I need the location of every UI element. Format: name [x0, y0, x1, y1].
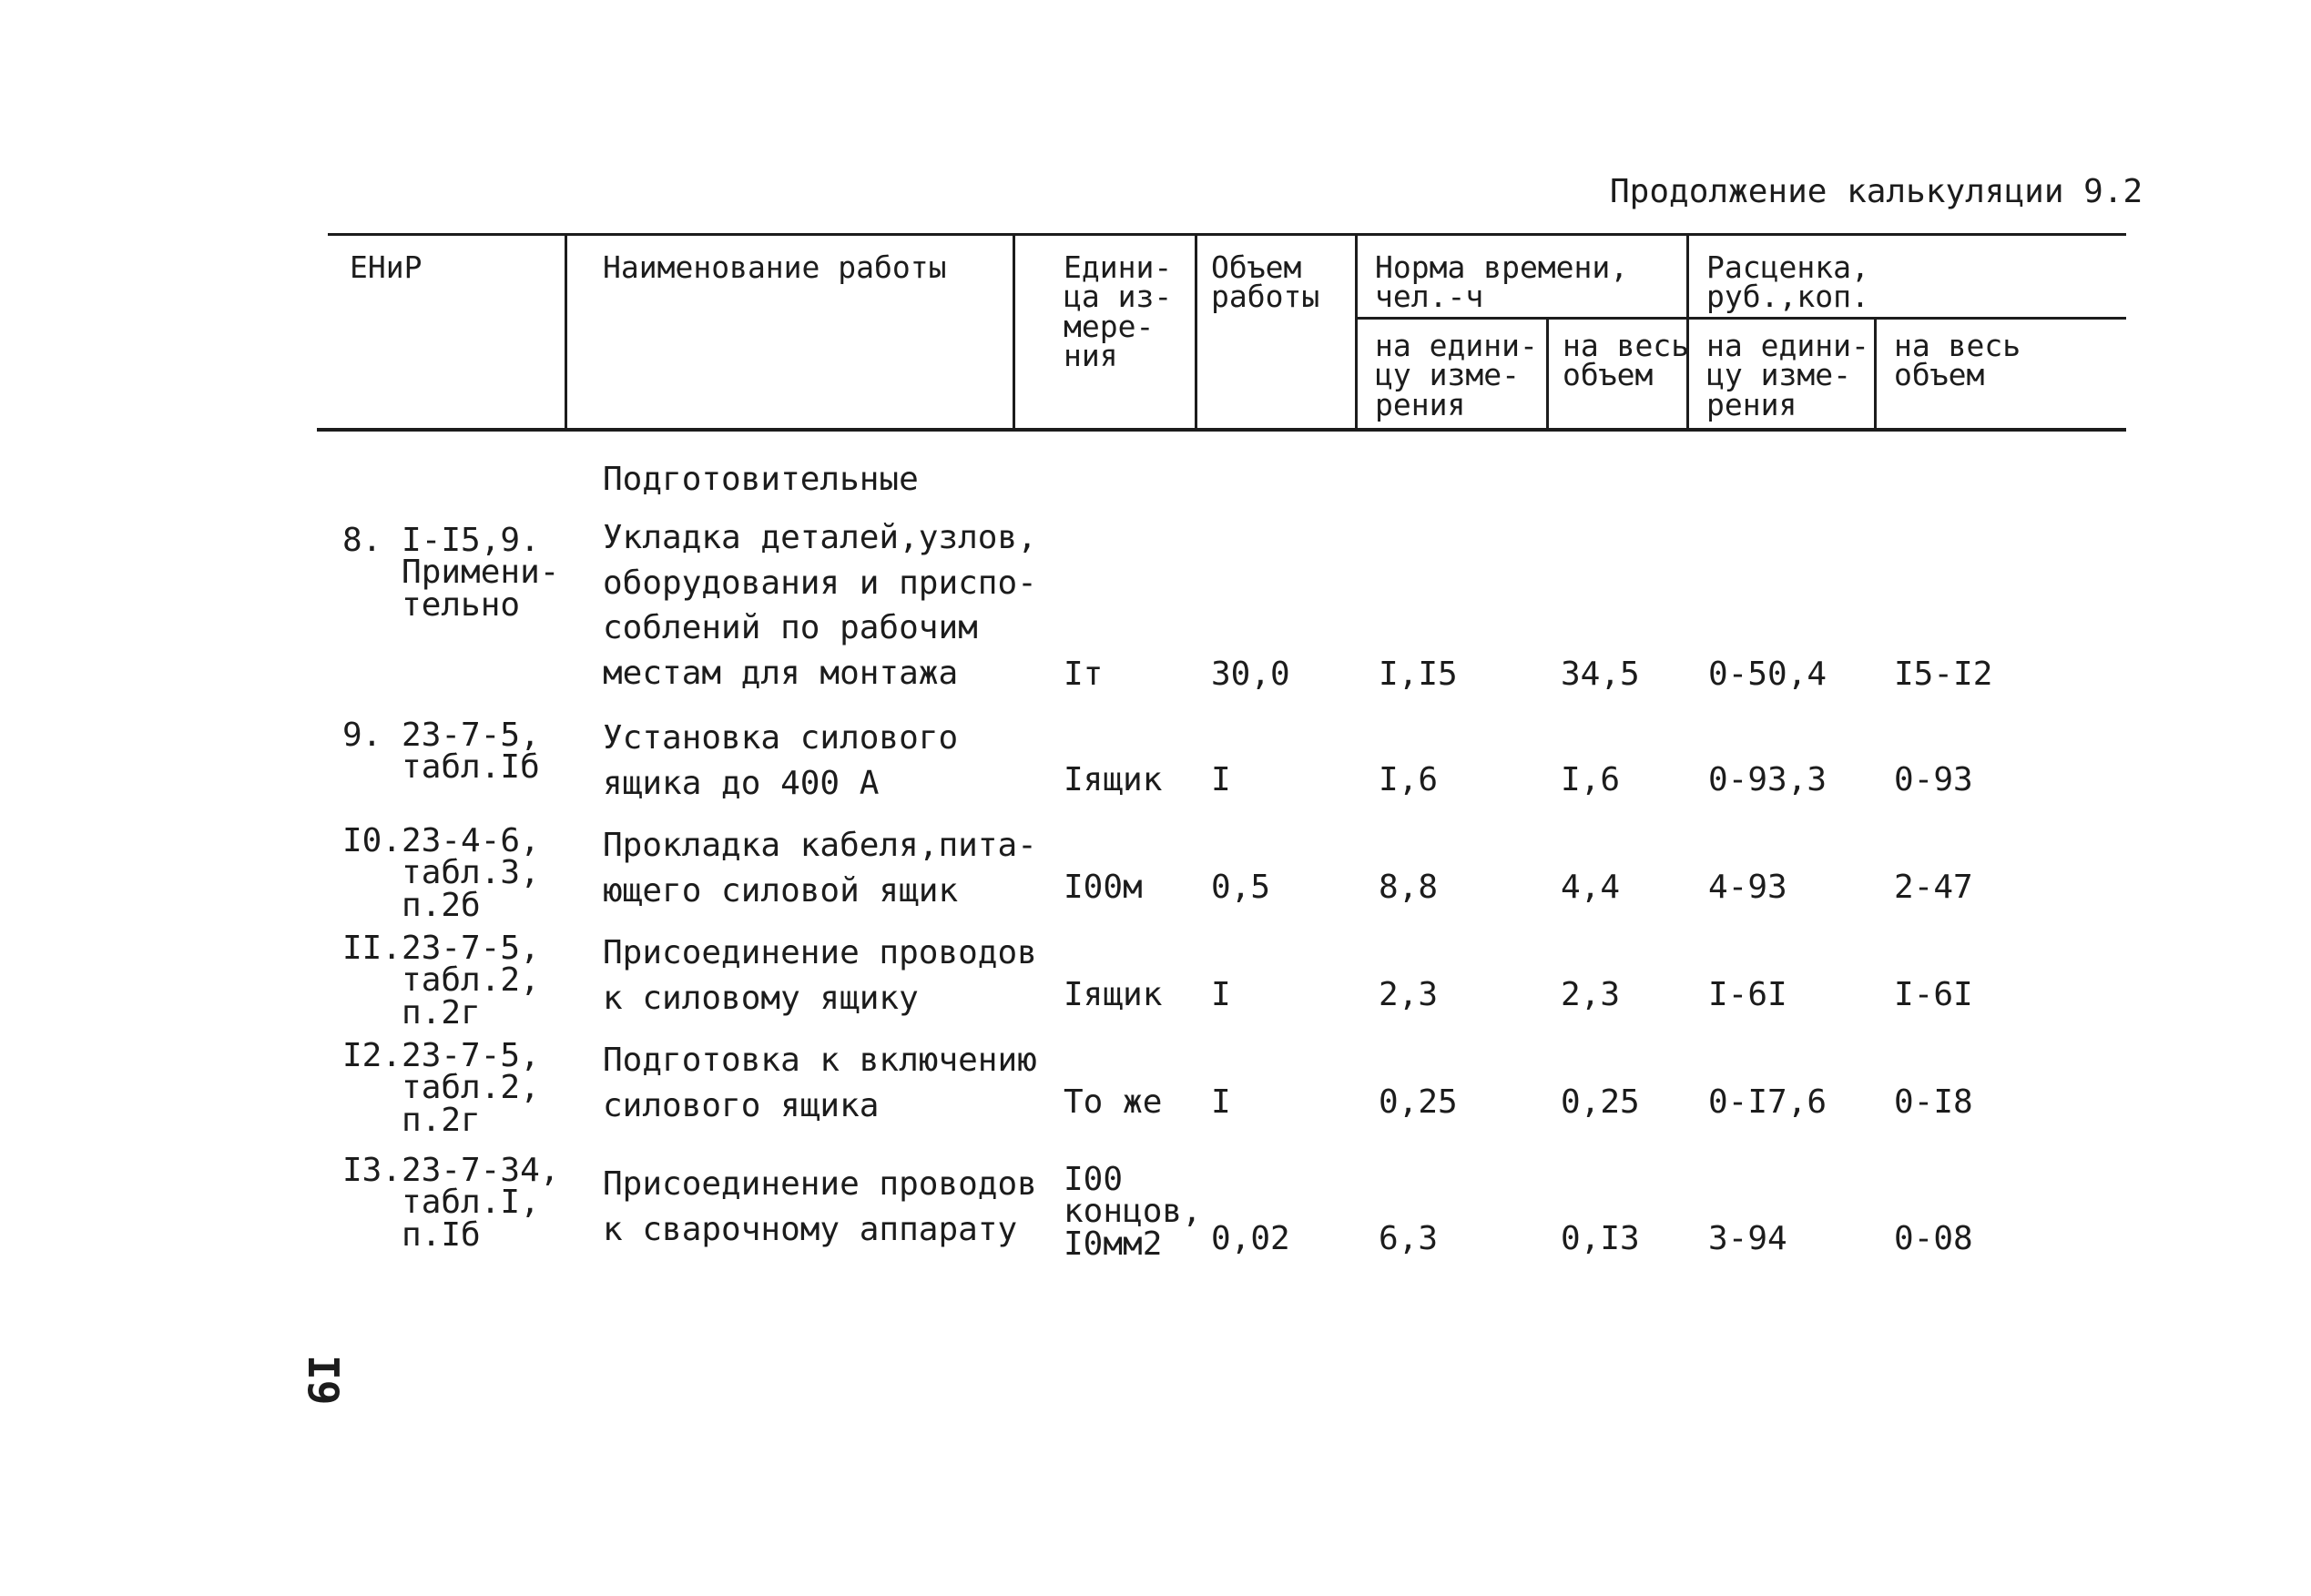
row-price-unit: 4-93: [1708, 869, 1787, 906]
page-number: I9: [299, 1355, 348, 1406]
section-title: Подготовительные: [603, 461, 919, 498]
row-unit: Iящик: [1064, 761, 1163, 798]
row-volume: I: [1211, 761, 1231, 798]
header-enir: ЕНиР: [350, 249, 422, 285]
col-divider-enir: [565, 233, 567, 430]
header-volume: Объем работы: [1211, 249, 1320, 315]
header-price-per-unit: на едини- цу изме- рения: [1706, 328, 1869, 422]
row-volume: I: [1211, 1083, 1231, 1121]
row-price-total: 0-93: [1894, 761, 1973, 798]
row-enir: I2.23-7-5, табл.2, п.2г: [342, 1037, 540, 1139]
row-unit: Iт: [1064, 656, 1104, 693]
col-divider-price-sub: [1874, 317, 1877, 430]
row-time-total: 34,5: [1561, 656, 1640, 693]
row-unit: I00 концов, I0мм2: [1064, 1161, 1202, 1263]
row-unit: I00м: [1064, 869, 1143, 906]
continuation-caption: Продолжение калькуляции 9.2: [1610, 173, 2143, 210]
row-price-total: 2-47: [1894, 869, 1973, 906]
table-top-rule: [328, 233, 2126, 236]
row-time-unit: I,6: [1379, 761, 1439, 798]
col-divider-unit: [1195, 233, 1197, 430]
header-name: Наименование работы: [603, 249, 947, 285]
row-time-total: 0,I3: [1561, 1220, 1640, 1257]
header-time-per-unit: на едини- цу изме- рения: [1375, 328, 1538, 422]
row-price-unit: 0-I7,6: [1708, 1083, 1827, 1121]
header-price: Расценка, руб.,коп.: [1706, 249, 1869, 315]
row-time-total: 2,3: [1561, 976, 1621, 1013]
header-unit: Едини- ца из- мере- ния: [1064, 249, 1173, 373]
row-volume: 0,5: [1211, 869, 1271, 906]
row-time-unit: 0,25: [1379, 1083, 1458, 1121]
row-price-unit: 0-50,4: [1708, 656, 1827, 693]
row-price-total: I-6I: [1894, 976, 1973, 1013]
row-name: Укладка деталей,узлов, оборудования и приспо- соблений по рабочим местам для монтажа: [603, 519, 1037, 693]
header-time-total: на весь объем: [1563, 328, 1690, 393]
row-price-unit: I-6I: [1708, 976, 1787, 1013]
row-enir: II.23-7-5, табл.2, п.2г: [342, 930, 540, 1032]
row-name: Установка силового ящика до 400 А: [603, 719, 959, 802]
row-price-total: 0-I8: [1894, 1083, 1973, 1121]
row-name: Подготовка к включению силового ящика: [603, 1042, 1037, 1124]
header-time-norm: Норма времени, чел.-ч: [1375, 249, 1629, 315]
col-divider-time-sub: [1546, 317, 1549, 430]
row-enir: 8. I-I5,9. Примени- тельно: [342, 522, 560, 624]
row-unit: Iящик: [1064, 976, 1163, 1013]
header-price-total: на весь объем: [1894, 328, 2021, 393]
header-bottom-rule: [317, 428, 2126, 432]
row-unit: То же: [1064, 1083, 1163, 1121]
row-price-total: 0-08: [1894, 1220, 1973, 1257]
row-volume: 0,02: [1211, 1220, 1290, 1257]
row-time-total: 4,4: [1561, 869, 1621, 906]
row-enir: 9. 23-7-5, табл.Iб: [342, 717, 540, 787]
col-divider-volume: [1355, 233, 1358, 430]
row-volume: 30,0: [1211, 656, 1290, 693]
row-time-unit: 2,3: [1379, 976, 1439, 1013]
subheader-rule: [1355, 317, 2126, 320]
row-time-total: 0,25: [1561, 1083, 1640, 1121]
row-price-total: I5-I2: [1894, 656, 1993, 693]
row-time-unit: 8,8: [1379, 869, 1439, 906]
row-name: Прокладка кабеля,пита- ющего силовой ящик: [603, 827, 1037, 910]
row-enir: I0.23-4-6, табл.3, п.2б: [342, 822, 540, 924]
row-time-total: I,6: [1561, 761, 1621, 798]
row-enir: I3.23-7-34, табл.I, п.Iб: [342, 1152, 560, 1254]
col-divider-name: [1013, 233, 1015, 430]
row-name: Присоединение проводов к сварочному аппарату: [603, 1165, 1037, 1248]
row-price-unit: 3-94: [1708, 1220, 1787, 1257]
row-volume: I: [1211, 976, 1231, 1013]
row-time-unit: 6,3: [1379, 1220, 1439, 1257]
row-time-unit: I,I5: [1379, 656, 1458, 693]
row-price-unit: 0-93,3: [1708, 761, 1827, 798]
row-name: Присоединение проводов к силовому ящику: [603, 934, 1037, 1017]
